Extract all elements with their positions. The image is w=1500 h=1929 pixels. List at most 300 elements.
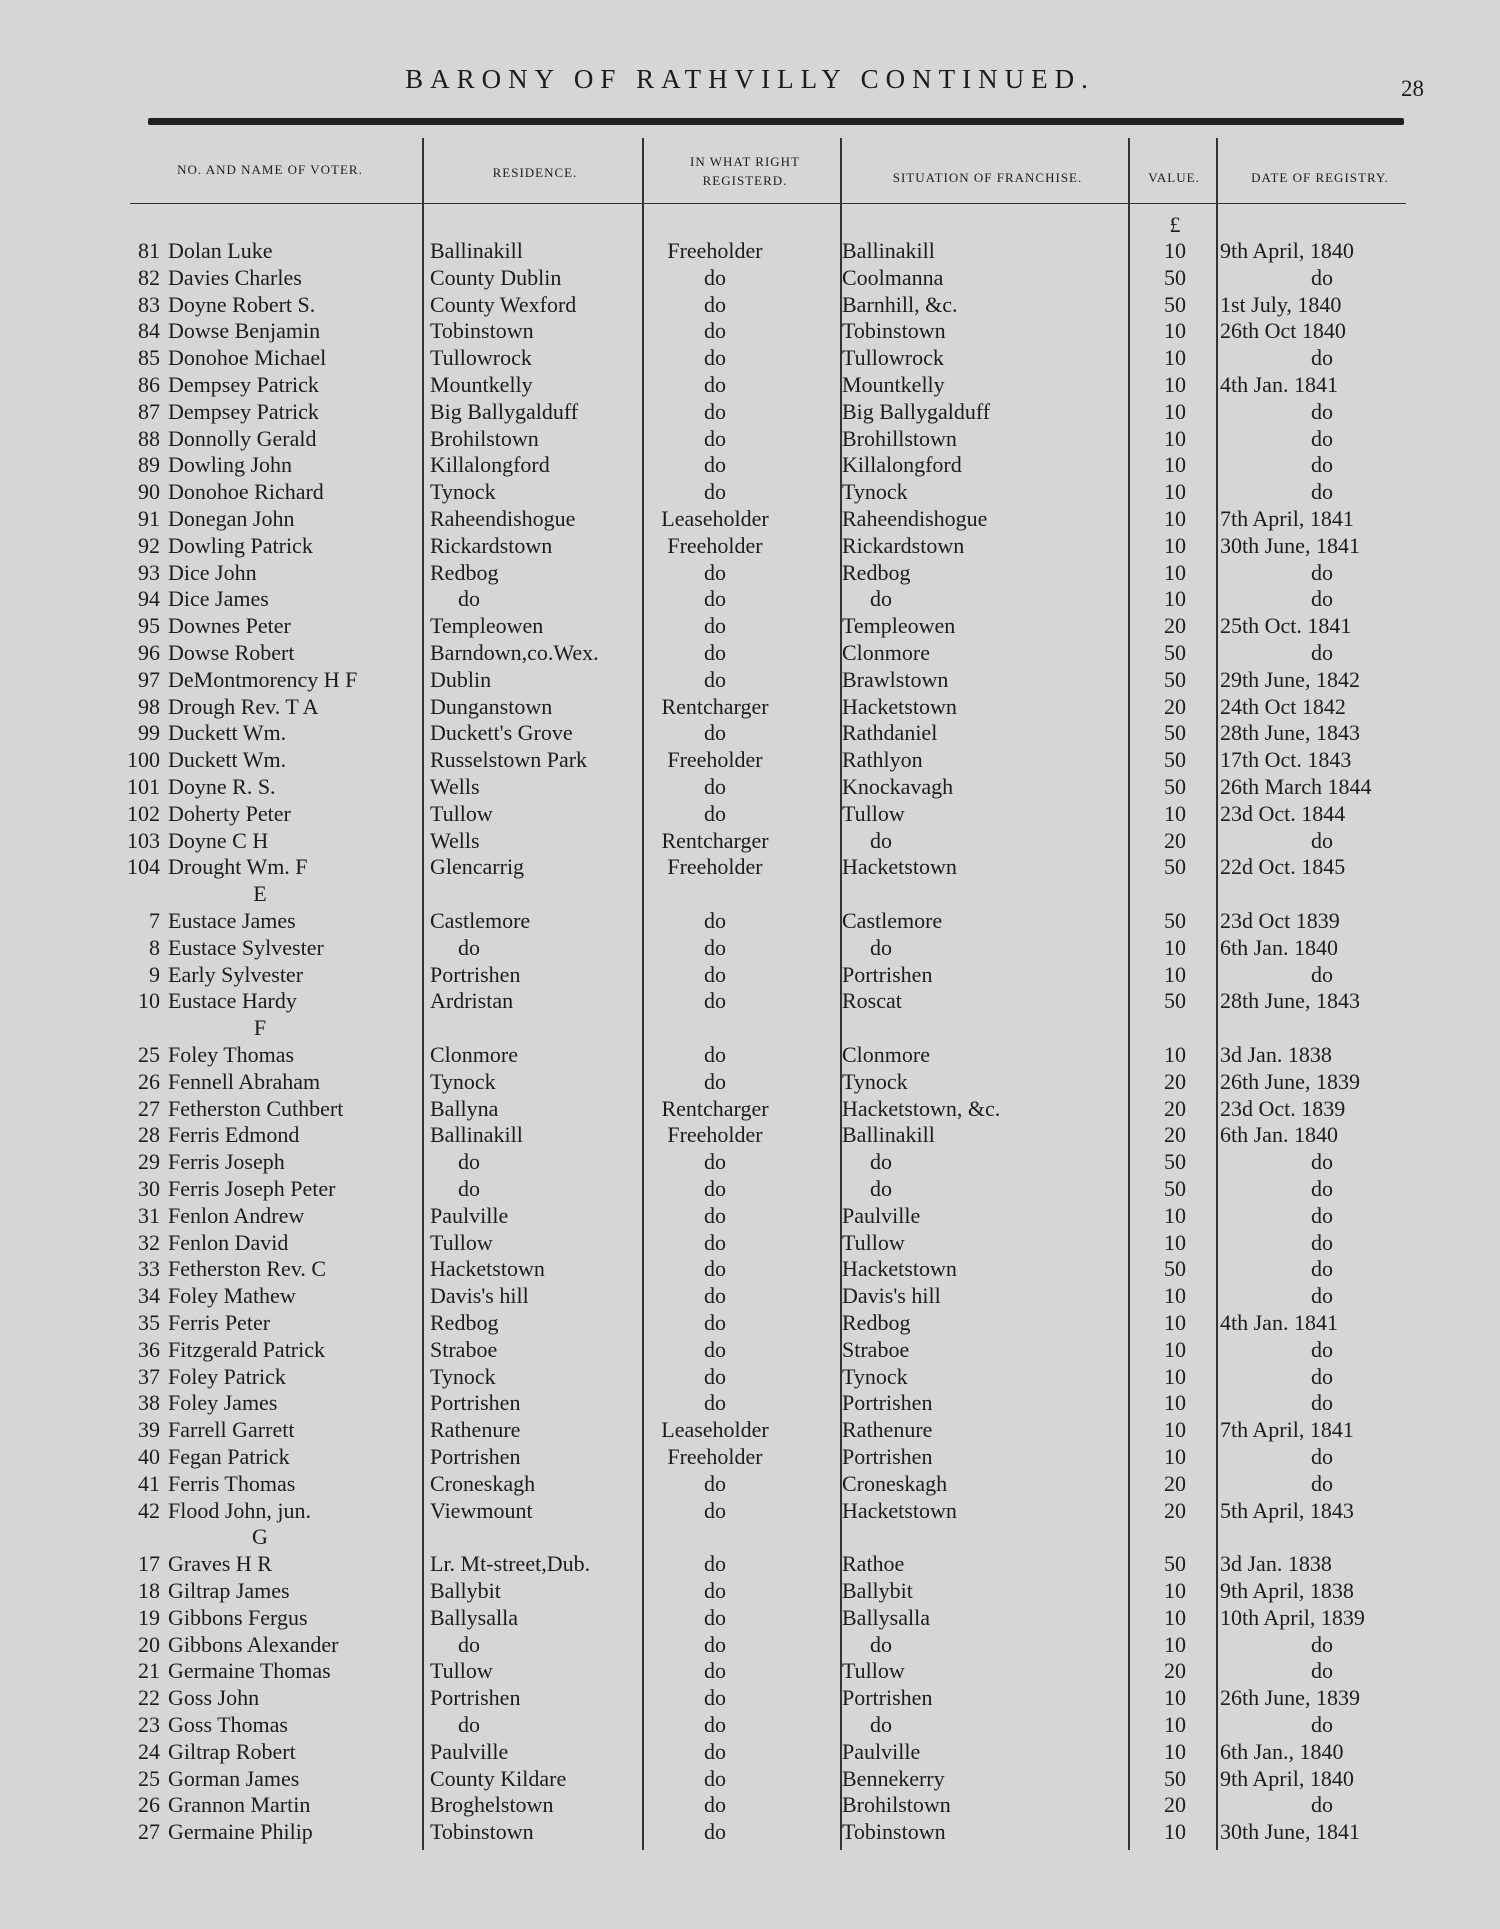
franchise-situation: Portrishen <box>842 1444 933 1469</box>
residence: Dublin <box>430 667 492 692</box>
voter-name: Doyne C H <box>168 828 269 853</box>
voter-number: 94 <box>138 586 160 611</box>
franchise-value: 50 <box>1164 854 1186 879</box>
table-row <box>0 827 1500 854</box>
voter-name: Foley Thomas <box>168 1042 295 1067</box>
franchise-situation: Paulville <box>842 1203 921 1228</box>
franchise-situation: do <box>870 828 892 853</box>
franchise-value: 50 <box>1164 988 1186 1013</box>
voter-number: 35 <box>138 1310 160 1335</box>
registry-date: 24th Oct 1842 <box>1220 694 1346 719</box>
voter-name: Gorman James <box>168 1766 300 1791</box>
table-row <box>0 719 1500 746</box>
column-header-value: VALUE. <box>1148 170 1200 185</box>
franchise-value: 50 <box>1164 720 1186 745</box>
franchise-value: 10 <box>1164 962 1186 987</box>
table-row <box>0 1229 1500 1256</box>
residence: Tullow <box>430 801 493 826</box>
franchise-situation: Rickardstown <box>842 533 965 558</box>
registry-date: 23d Oct. 1844 <box>1220 801 1346 826</box>
residence: Ballyna <box>430 1096 499 1121</box>
registration-right: Leaseholder <box>661 1417 769 1442</box>
franchise-value: 50 <box>1164 667 1186 692</box>
registration-right: do <box>704 586 726 611</box>
currency-symbol: £ <box>1169 212 1181 237</box>
voter-number: 93 <box>138 560 160 585</box>
registration-right: do <box>704 1498 726 1523</box>
registry-date: 3d Jan. 1838 <box>1220 1551 1332 1576</box>
registry-date: 9th April, 1838 <box>1220 1578 1354 1603</box>
table-row <box>0 693 1500 720</box>
section-letter: F <box>253 1015 267 1040</box>
table-row <box>0 237 1500 264</box>
franchise-value: 50 <box>1164 774 1186 799</box>
registry-date: 7th April, 1841 <box>1220 506 1354 531</box>
voter-name: Fitzgerald Patrick <box>168 1337 326 1362</box>
registry-date: 25th Oct. 1841 <box>1220 613 1352 638</box>
table-row <box>0 532 1500 559</box>
table-row <box>0 853 1500 880</box>
registry-date: do <box>1311 560 1333 585</box>
residence: Paulville <box>430 1739 509 1764</box>
registration-right: do <box>704 318 726 343</box>
registry-date: do <box>1311 1658 1333 1683</box>
voter-number: 28 <box>138 1122 160 1147</box>
registry-date: 17th Oct. 1843 <box>1220 747 1352 772</box>
franchise-value: 20 <box>1164 1658 1186 1683</box>
registration-right: do <box>704 1256 726 1281</box>
residence: Tobinstown <box>430 318 534 343</box>
voter-name: Ferris Thomas <box>168 1471 296 1496</box>
residence: Portrishen <box>430 1685 521 1710</box>
franchise-value: 50 <box>1164 1176 1186 1201</box>
voter-name: Fegan Patrick <box>168 1444 290 1469</box>
table-row <box>0 612 1500 639</box>
registry-date: 5th April, 1843 <box>1220 1498 1354 1523</box>
registry-date: do <box>1311 1792 1333 1817</box>
franchise-value: 10 <box>1164 426 1186 451</box>
registry-date: 6th Jan. 1840 <box>1220 1122 1338 1147</box>
voter-name: Flood John, jun. <box>168 1498 312 1523</box>
franchise-value: 20 <box>1164 828 1186 853</box>
residence: Viewmount <box>430 1498 533 1523</box>
registration-right: do <box>704 908 726 933</box>
voter-name: Duckett Wm. <box>168 720 287 745</box>
franchise-situation: Knockavagh <box>842 774 954 799</box>
franchise-value: 10 <box>1164 1444 1186 1469</box>
header-bottom-rule <box>130 203 1406 204</box>
table-row <box>0 1175 1500 1202</box>
residence: Glencarrig <box>430 854 525 879</box>
voter-number: 96 <box>138 640 160 665</box>
franchise-situation: Barnhill, &c. <box>842 292 958 317</box>
voter-name: Foley James <box>168 1390 278 1415</box>
registry-date: do <box>1311 399 1333 424</box>
table-row <box>0 291 1500 318</box>
voter-name: Germaine Thomas <box>168 1658 331 1683</box>
registration-right: Leaseholder <box>661 506 769 531</box>
registry-date: 6th Jan., 1840 <box>1220 1739 1344 1764</box>
voter-number: 41 <box>138 1471 160 1496</box>
voter-number: 97 <box>138 667 160 692</box>
table-row <box>0 1336 1500 1363</box>
franchise-situation: Hacketstown <box>842 854 957 879</box>
franchise-situation: do <box>870 1149 892 1174</box>
voter-name: Dowling Patrick <box>168 533 313 558</box>
franchise-value: 10 <box>1164 479 1186 504</box>
voter-name: Donohoe Michael <box>168 345 327 370</box>
table-row <box>0 1631 1500 1658</box>
voter-name: Davies Charles <box>168 265 302 290</box>
residence: Mountkelly <box>430 372 533 397</box>
residence: Ballybit <box>430 1578 501 1603</box>
franchise-situation: Bennekerry <box>842 1766 945 1791</box>
table-row <box>0 1497 1500 1524</box>
registry-date: do <box>1311 640 1333 665</box>
voter-name: Eustace James <box>168 908 296 933</box>
residence: Tullow <box>430 1230 493 1255</box>
registration-right: do <box>704 1605 726 1630</box>
voter-name: Dice James <box>168 586 269 611</box>
voter-number: 26 <box>138 1069 160 1094</box>
voter-number: 21 <box>138 1658 160 1683</box>
registry-date: do <box>1311 1256 1333 1281</box>
table-row <box>0 478 1500 505</box>
registration-right: do <box>704 1390 726 1415</box>
registry-date: 4th Jan. 1841 <box>1220 1310 1338 1335</box>
voter-name: Downes Peter <box>168 613 291 638</box>
residence: Tobinstown <box>430 1819 534 1844</box>
franchise-situation: Davis's hill <box>842 1283 941 1308</box>
residence: Redbog <box>430 1310 499 1335</box>
table-row <box>0 505 1500 532</box>
franchise-value: 10 <box>1164 318 1186 343</box>
registration-right: do <box>704 1792 726 1817</box>
registration-right: do <box>704 1364 726 1389</box>
franchise-situation: do <box>870 1712 892 1737</box>
table-row <box>0 934 1500 961</box>
franchise-value: 10 <box>1164 533 1186 558</box>
residence: Portrishen <box>430 1390 521 1415</box>
franchise-situation: Clonmore <box>842 640 930 665</box>
voter-number: 98 <box>138 694 160 719</box>
residence: Raheendishogue <box>430 506 576 531</box>
registration-right: Rentcharger <box>661 1096 769 1121</box>
franchise-situation: Hacketstown, &c. <box>842 1096 1001 1121</box>
voter-number: 38 <box>138 1390 160 1415</box>
voter-number: 34 <box>138 1283 160 1308</box>
registry-date: do <box>1311 1203 1333 1228</box>
franchise-value: 10 <box>1164 506 1186 531</box>
franchise-situation: Rathdaniel <box>842 720 938 745</box>
registration-right: do <box>704 1551 726 1576</box>
franchise-situation: do <box>870 1632 892 1657</box>
franchise-value: 10 <box>1164 801 1186 826</box>
franchise-value: 10 <box>1164 1605 1186 1630</box>
voter-name: Goss John <box>168 1685 260 1710</box>
registration-right: do <box>704 1230 726 1255</box>
voter-number: 26 <box>138 1792 160 1817</box>
residence: Hacketstown <box>430 1256 545 1281</box>
voter-name: Dempsey Patrick <box>168 399 319 424</box>
registry-date: 7th April, 1841 <box>1220 1417 1354 1442</box>
registration-right: do <box>704 720 726 745</box>
residence: Straboe <box>430 1337 498 1362</box>
column-header-right-line2: REGISTERD. <box>702 173 788 188</box>
registry-date: do <box>1311 1444 1333 1469</box>
voter-number: 81 <box>138 238 160 263</box>
voter-name: Dowse Robert <box>168 640 295 665</box>
franchise-situation: Clonmore <box>842 1042 930 1067</box>
registry-date: 22d Oct. 1845 <box>1220 854 1346 879</box>
registration-right: Freeholder <box>667 238 763 263</box>
franchise-situation: Portrishen <box>842 1390 933 1415</box>
franchise-value: 50 <box>1164 1766 1186 1791</box>
franchise-situation: Portrishen <box>842 1685 933 1710</box>
voter-name: Dolan Luke <box>168 238 273 263</box>
table-row <box>0 1550 1500 1577</box>
voter-name: Doyne R. S. <box>168 774 276 799</box>
franchise-situation: Rathoe <box>842 1551 905 1576</box>
voter-name: Dice John <box>168 560 257 585</box>
registry-date: do <box>1311 345 1333 370</box>
voter-name: Foley Mathew <box>168 1283 296 1308</box>
voter-number: 87 <box>138 399 160 424</box>
franchise-situation: do <box>870 1176 892 1201</box>
residence: County Kildare <box>430 1766 567 1791</box>
voter-number: 32 <box>138 1230 160 1255</box>
registration-right: Rentcharger <box>661 694 769 719</box>
franchise-value: 20 <box>1164 1096 1186 1121</box>
franchise-value: 10 <box>1164 1230 1186 1255</box>
table-row <box>0 666 1500 693</box>
franchise-value: 10 <box>1164 1578 1186 1603</box>
voter-number: 84 <box>138 318 160 343</box>
voter-number: 91 <box>138 506 160 531</box>
registration-right: do <box>704 426 726 451</box>
franchise-value: 10 <box>1164 372 1186 397</box>
header-rule <box>148 118 1404 125</box>
franchise-situation: Tynock <box>842 1069 908 1094</box>
voter-number: 102 <box>127 801 160 826</box>
registration-right: do <box>704 1337 726 1362</box>
residence: Tullow <box>430 1658 493 1683</box>
residence: Portrishen <box>430 962 521 987</box>
registration-right: do <box>704 935 726 960</box>
residence: Broghelstown <box>430 1792 554 1817</box>
registry-date: do <box>1311 1337 1333 1362</box>
column-header-date: DATE OF REGISTRY. <box>1251 170 1389 185</box>
franchise-situation: Brawlstown <box>842 667 949 692</box>
table-row <box>0 1657 1500 1684</box>
voter-number: 25 <box>138 1042 160 1067</box>
franchise-value: 10 <box>1164 1417 1186 1442</box>
registration-right: do <box>704 962 726 987</box>
table-row <box>0 1604 1500 1631</box>
franchise-value: 20 <box>1164 694 1186 719</box>
franchise-situation: Roscat <box>842 988 902 1013</box>
residence: Castlemore <box>430 908 531 933</box>
registry-date: 28th June, 1843 <box>1220 988 1360 1013</box>
residence: do <box>458 1712 480 1737</box>
franchise-situation: Coolmanna <box>842 265 944 290</box>
table-row <box>0 1068 1500 1095</box>
residence: Brohilstown <box>430 426 539 451</box>
franchise-value: 50 <box>1164 908 1186 933</box>
voter-number: 83 <box>138 292 160 317</box>
franchise-value: 10 <box>1164 1712 1186 1737</box>
registration-right: do <box>704 1176 726 1201</box>
voter-number: 18 <box>138 1578 160 1603</box>
franchise-value: 10 <box>1164 1739 1186 1764</box>
residence: Portrishen <box>430 1444 521 1469</box>
registry-date: 10th April, 1839 <box>1220 1605 1365 1630</box>
voter-name: Dowse Benjamin <box>168 318 321 343</box>
table-row <box>0 961 1500 988</box>
franchise-situation: Straboe <box>842 1337 910 1362</box>
franchise-value: 50 <box>1164 640 1186 665</box>
registration-right: Freeholder <box>667 533 763 558</box>
section-letter: E <box>253 881 267 906</box>
voter-number: 29 <box>138 1149 160 1174</box>
voter-number: 82 <box>138 265 160 290</box>
table-row <box>0 800 1500 827</box>
registry-date: do <box>1311 1230 1333 1255</box>
table-row <box>0 371 1500 398</box>
voter-name: Fetherston Rev. C <box>168 1256 327 1281</box>
voter-name: Eustace Hardy <box>168 988 297 1013</box>
registry-date: 1st July, 1840 <box>1220 292 1342 317</box>
column-header-no-name: NO. AND NAME OF VOTER. <box>177 162 363 177</box>
registration-right: do <box>704 265 726 290</box>
voter-number: 103 <box>127 828 160 853</box>
voter-name: Drought Wm. F <box>168 854 308 879</box>
residence: County Wexford <box>430 292 577 317</box>
franchise-value: 10 <box>1164 1390 1186 1415</box>
voter-number: 19 <box>138 1605 160 1630</box>
registry-date: do <box>1311 962 1333 987</box>
table-row <box>0 1041 1500 1068</box>
registration-right: Freeholder <box>667 1122 763 1147</box>
franchise-situation: Tullow <box>842 1658 905 1683</box>
voter-name: Gibbons Fergus <box>168 1605 308 1630</box>
registration-right: do <box>704 1471 726 1496</box>
franchise-situation: Tynock <box>842 1364 908 1389</box>
franchise-value: 10 <box>1164 1337 1186 1362</box>
franchise-situation: Tullow <box>842 801 905 826</box>
voter-number: 40 <box>138 1444 160 1469</box>
table-row <box>0 639 1500 666</box>
voter-number: 27 <box>138 1819 160 1844</box>
voter-name: Gibbons Alexander <box>168 1632 339 1657</box>
voter-number: 95 <box>138 613 160 638</box>
residence: Ballinakill <box>430 238 523 263</box>
franchise-situation: Ballybit <box>842 1578 913 1603</box>
table-row <box>0 1389 1500 1416</box>
voter-name: DeMontmorency H F <box>168 667 358 692</box>
voter-name: Dempsey Patrick <box>168 372 319 397</box>
table-row <box>0 746 1500 773</box>
registry-date: do <box>1311 1390 1333 1415</box>
franchise-value: 10 <box>1164 238 1186 263</box>
voter-name: Goss Thomas <box>168 1712 288 1737</box>
residence: Clonmore <box>430 1042 518 1067</box>
registration-right: do <box>704 452 726 477</box>
franchise-value: 20 <box>1164 1471 1186 1496</box>
franchise-situation: Tobinstown <box>842 1819 946 1844</box>
voter-name: Doyne Robert S. <box>168 292 316 317</box>
franchise-situation: Portrishen <box>842 962 933 987</box>
residence: Russelstown Park <box>430 747 588 772</box>
registration-right: do <box>704 372 726 397</box>
voter-number: 39 <box>138 1417 160 1442</box>
franchise-situation: do <box>870 935 892 960</box>
registry-date: do <box>1311 452 1333 477</box>
franchise-situation: Rathlyon <box>842 747 923 772</box>
franchise-situation: do <box>870 586 892 611</box>
registration-right: Freeholder <box>667 854 763 879</box>
registration-right: do <box>704 988 726 1013</box>
franchise-value: 10 <box>1164 1685 1186 1710</box>
registration-right: do <box>704 1712 726 1737</box>
franchise-situation: Killalongford <box>842 452 962 477</box>
franchise-situation: Mountkelly <box>842 372 945 397</box>
table-row <box>0 1738 1500 1765</box>
franchise-value: 10 <box>1164 560 1186 585</box>
franchise-value: 20 <box>1164 613 1186 638</box>
registration-right: do <box>704 613 726 638</box>
table-row <box>0 1577 1500 1604</box>
table-row <box>0 1416 1500 1443</box>
franchise-situation: Tynock <box>842 479 908 504</box>
registry-date: 29th June, 1842 <box>1220 667 1360 692</box>
voter-name: Doherty Peter <box>168 801 291 826</box>
franchise-value: 10 <box>1164 935 1186 960</box>
table-row <box>0 1470 1500 1497</box>
table-row <box>0 1443 1500 1470</box>
voter-name: Graves H R <box>168 1551 272 1576</box>
registration-right: do <box>704 1658 726 1683</box>
voter-name: Ferris Joseph <box>168 1149 285 1174</box>
voter-name: Fenlon Andrew <box>168 1203 305 1228</box>
registry-date: 28th June, 1843 <box>1220 720 1360 745</box>
franchise-situation: Rathenure <box>842 1417 933 1442</box>
residence: Duckett's Grove <box>430 720 573 745</box>
column-header-residence: RESIDENCE. <box>492 165 578 180</box>
franchise-value: 10 <box>1164 345 1186 370</box>
registry-date: 23d Oct 1839 <box>1220 908 1340 933</box>
voter-name: Donohoe Richard <box>168 479 324 504</box>
registration-right: do <box>704 1685 726 1710</box>
voter-name: Eustace Sylvester <box>168 935 324 960</box>
franchise-value: 50 <box>1164 1149 1186 1174</box>
voter-number: 37 <box>138 1364 160 1389</box>
franchise-situation: Croneskagh <box>842 1471 948 1496</box>
franchise-value: 50 <box>1164 265 1186 290</box>
voter-name: Grannon Martin <box>168 1792 311 1817</box>
voter-name: Giltrap Robert <box>168 1739 296 1764</box>
registration-right: Rentcharger <box>661 828 769 853</box>
residence: Tynock <box>430 1364 496 1389</box>
registry-date: do <box>1311 479 1333 504</box>
voter-number: 33 <box>138 1256 160 1281</box>
voter-number: 42 <box>138 1498 160 1523</box>
registry-date: do <box>1311 1712 1333 1737</box>
registry-date: do <box>1311 586 1333 611</box>
residence: Ballinakill <box>430 1122 523 1147</box>
registry-date: 3d Jan. 1838 <box>1220 1042 1332 1067</box>
table-row <box>0 585 1500 612</box>
